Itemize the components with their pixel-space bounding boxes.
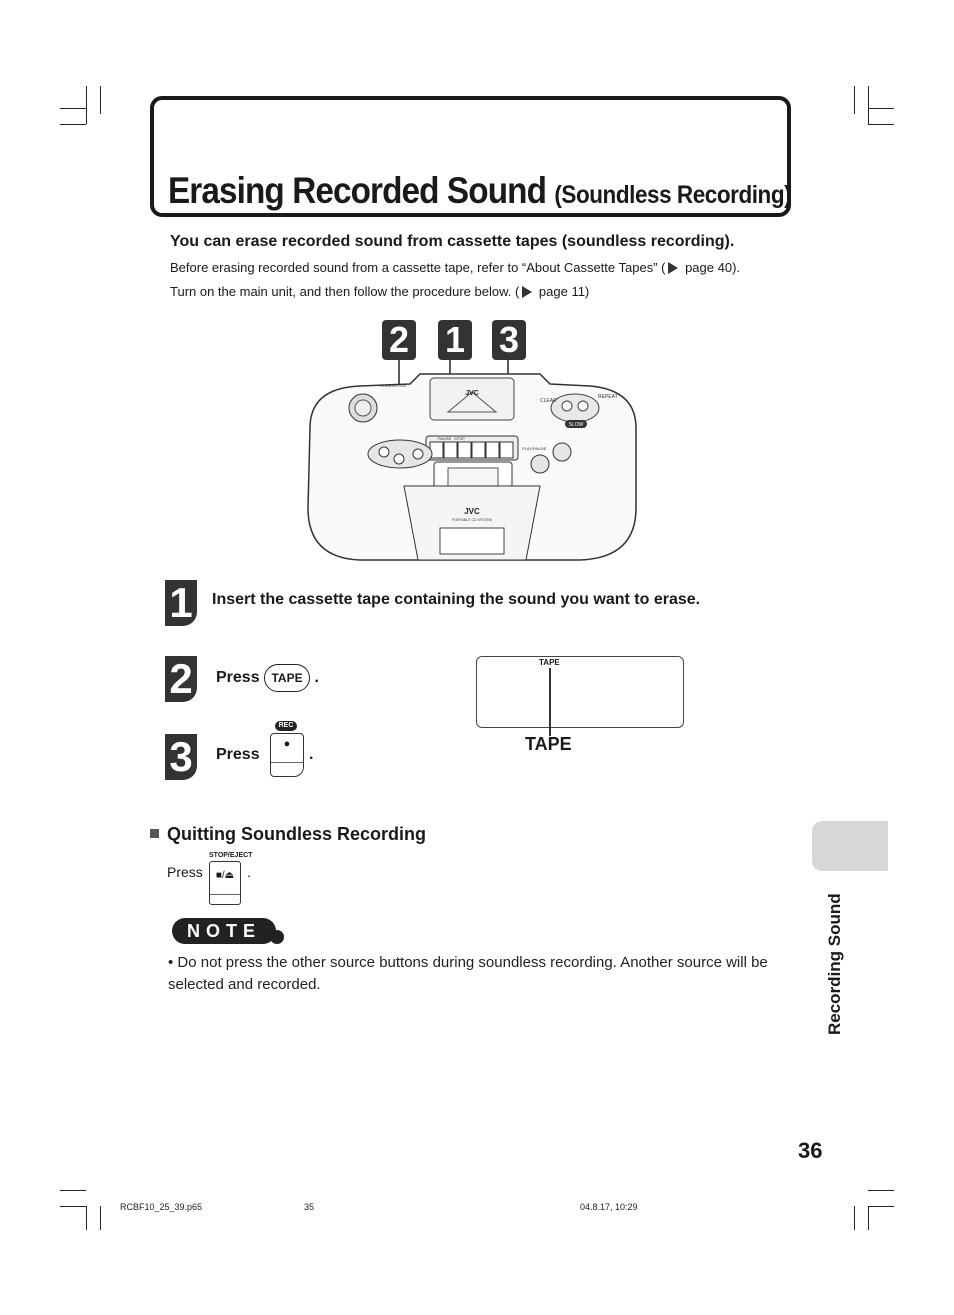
- page-ref-arrow-icon: [668, 262, 678, 274]
- step-3-period: .: [309, 746, 314, 763]
- intro-line-1-text: Before erasing recorded sound from a cassette tape, refer to “About Cassette Tapes” (: [170, 260, 666, 275]
- note-text: • Do not press the other source buttons during soundless recording. Another source will be selected and recorded.: [168, 954, 768, 993]
- crop-mark: [60, 108, 86, 109]
- crop-mark: [60, 1206, 86, 1207]
- quitting-heading-text: Quitting Soundless Recording: [167, 824, 427, 844]
- svg-text:CLEAR: CLEAR: [540, 398, 557, 404]
- section-side-label: Recording Sound: [825, 893, 844, 1035]
- title-subtitle: (Soundless Recording): [554, 181, 792, 209]
- crop-mark: [868, 1206, 894, 1207]
- stop-eject-icon: ■/⏏: [215, 870, 235, 881]
- intro-line-2: [170, 284, 589, 299]
- step-1-number: 1: [165, 580, 197, 626]
- footer-timestamp: 04.8.17, 10:29: [580, 1202, 638, 1212]
- intro-line-1: [170, 260, 740, 275]
- step-2-period: .: [314, 669, 319, 687]
- crop-mark: [100, 86, 101, 114]
- device-brand-top: JVC: [465, 390, 479, 397]
- intro-line-1-ref: page 40).: [681, 260, 741, 275]
- callout-1: 1: [438, 320, 472, 360]
- display-tape-indicator: TAPE: [539, 658, 560, 667]
- intro-line-2-text: Turn on the main unit, and then follow the procedure below. (: [170, 284, 520, 299]
- step-3-press-label: Press: [216, 746, 260, 763]
- square-bullet-icon: [150, 829, 159, 838]
- step-3-number: 3: [165, 734, 197, 780]
- device-brand-front: JVC: [464, 507, 480, 516]
- title-main-text: Erasing Recorded Sound: [168, 170, 547, 211]
- quitting-press-label: Press: [167, 864, 203, 880]
- quitting-period: .: [247, 864, 251, 880]
- note-badge: NOTE: [172, 918, 276, 944]
- rec-button-label: REC: [275, 721, 297, 731]
- svg-text:PORTABLE CD SYSTEM: PORTABLE CD SYSTEM: [452, 518, 492, 522]
- stop-eject-label: STOP/EJECT: [209, 852, 253, 859]
- crop-mark: [868, 1190, 894, 1191]
- crop-mark: [60, 124, 86, 125]
- crop-mark: [868, 108, 894, 109]
- svg-text:REPEAT: REPEAT: [598, 394, 618, 400]
- side-tab: [812, 821, 888, 871]
- rec-dot-icon: ●: [283, 738, 291, 750]
- footer-page: 35: [304, 1202, 315, 1212]
- step-2-instruction: [216, 664, 319, 692]
- page-ref-arrow-icon: [522, 286, 532, 298]
- crop-mark: [868, 1206, 869, 1230]
- crop-mark: [854, 86, 855, 114]
- boombox-illustration: [300, 358, 645, 573]
- crop-mark: [86, 86, 87, 124]
- crop-mark: [100, 1206, 101, 1230]
- callout-2: 2: [382, 320, 416, 360]
- quitting-heading: [150, 824, 426, 845]
- intro-heading: You can erase recorded sound from cassette tapes (soundless recording).: [170, 233, 735, 250]
- display-pointer-line: [549, 668, 551, 736]
- crop-mark: [868, 86, 869, 124]
- crop-mark: [60, 1190, 86, 1191]
- svg-text:STOP: STOP: [454, 436, 465, 441]
- crop-mark: [854, 1206, 855, 1230]
- intro-line-2-ref: page 11): [535, 284, 590, 299]
- step-2-number: 2: [165, 656, 197, 702]
- note-pen-icon: [270, 930, 284, 944]
- stop-eject-button[interactable]: [209, 861, 241, 905]
- step-2-press-label: Press: [216, 669, 260, 687]
- page-number: 36: [798, 1138, 823, 1163]
- svg-text:STANDBY/ON: STANDBY/ON: [380, 383, 406, 388]
- crop-mark: [86, 1206, 87, 1230]
- page-title: [168, 170, 791, 212]
- footer-file: RCBF10_25_39.p65: [120, 1202, 203, 1212]
- svg-text:PAUSE: PAUSE: [438, 436, 452, 441]
- display-caption: TAPE: [525, 734, 572, 754]
- tape-button[interactable]: TAPE: [264, 664, 310, 692]
- rec-button[interactable]: [270, 733, 304, 777]
- button-divider: [210, 894, 240, 895]
- step-1-text: Insert the cassette tape containing the sound you want to erase.: [212, 591, 701, 608]
- callout-3: 3: [492, 320, 526, 360]
- display-panel: [476, 656, 684, 728]
- svg-text:PLAY/PAUSE: PLAY/PAUSE: [522, 446, 547, 451]
- crop-mark: [868, 124, 894, 125]
- button-divider: [271, 762, 303, 763]
- svg-text:SLOW: SLOW: [568, 422, 584, 428]
